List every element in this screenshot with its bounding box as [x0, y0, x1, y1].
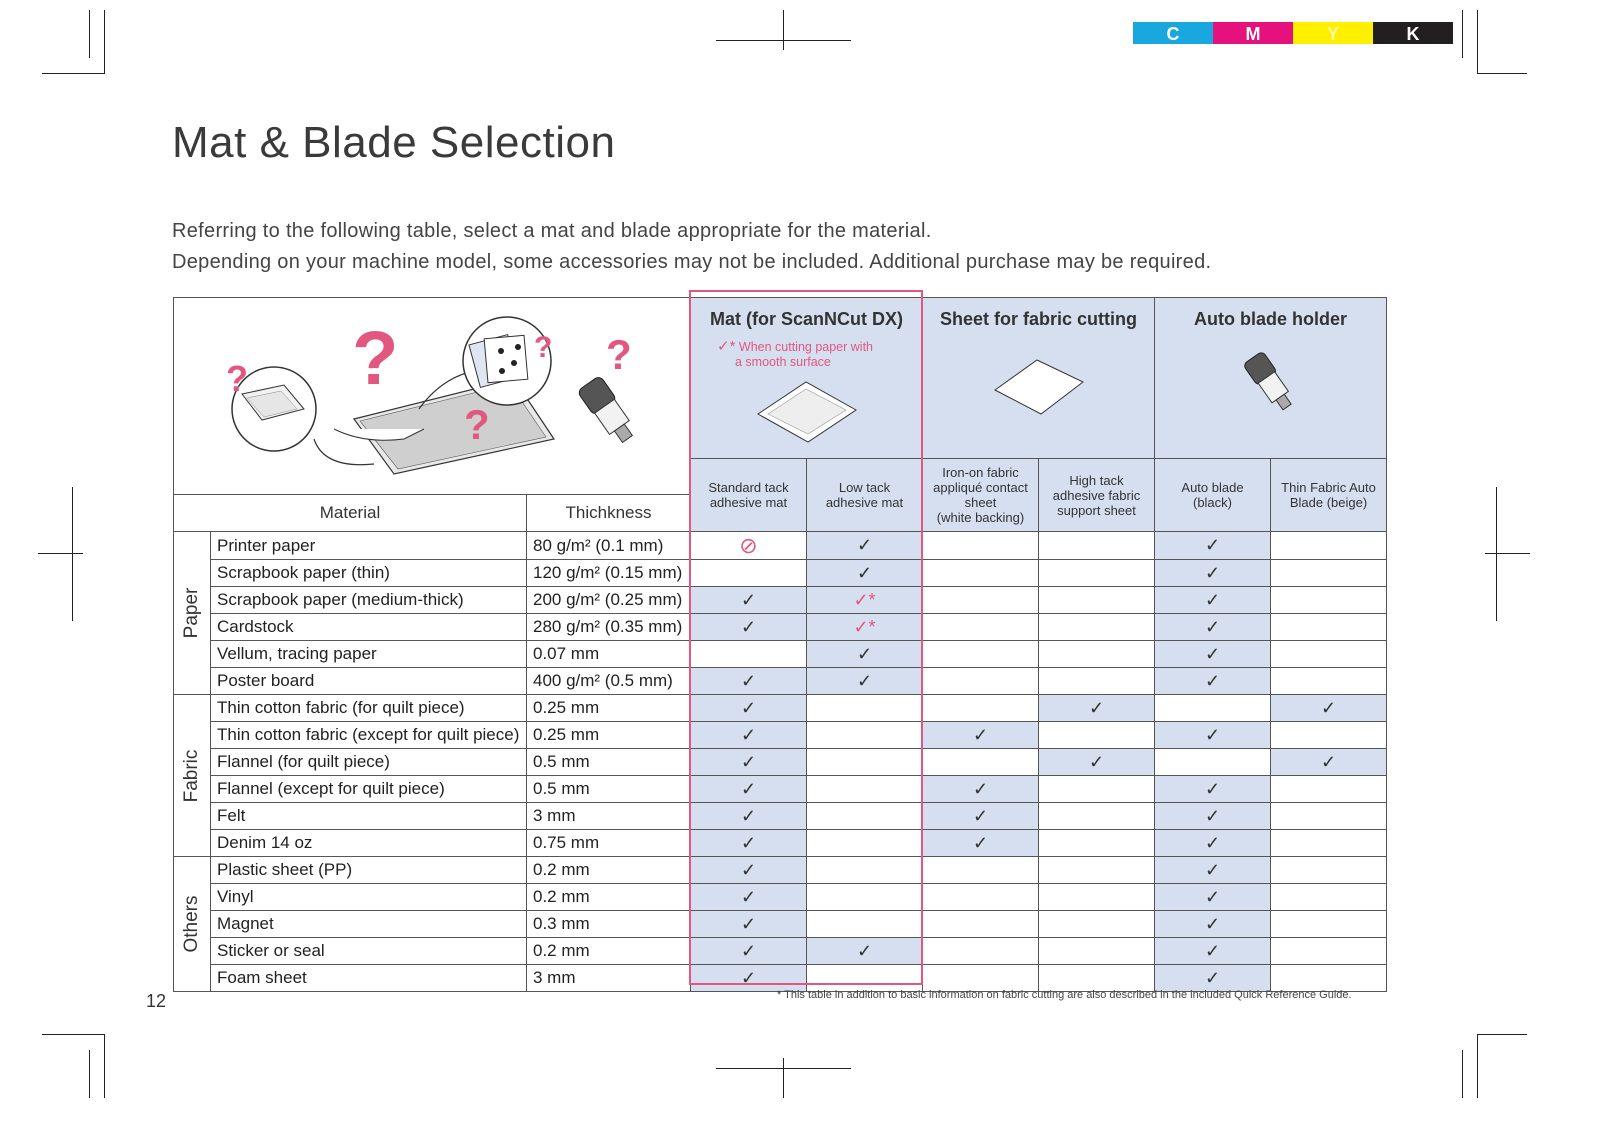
- check-icon: ✓: [691, 722, 807, 749]
- cmyk-swatch-m: M: [1213, 22, 1293, 44]
- check-icon: ✓: [691, 830, 807, 857]
- check-icon: ✓: [1039, 749, 1155, 776]
- material-thickness: 0.2 mm: [527, 884, 691, 911]
- check-icon: ✓: [691, 965, 807, 992]
- subheader-iron-on-sheet: Iron-on fabric appliqué contact sheet (white backing): [923, 459, 1039, 532]
- table-row: [174, 695, 1387, 722]
- empty-cell: [691, 560, 807, 587]
- table-row: [174, 857, 1387, 884]
- empty-cell: [1039, 776, 1155, 803]
- check-icon: ✓: [1039, 695, 1155, 722]
- illustration-cell: [174, 298, 691, 495]
- check-icon: ✓: [1155, 884, 1271, 911]
- check-icon: ✓: [923, 830, 1039, 857]
- check-icon: ✓: [1155, 911, 1271, 938]
- intro-line-1: Referring to the following table, select a mat and blade appropriate for the material.: [172, 220, 932, 242]
- mat-note-line-2: a smooth surface: [735, 355, 831, 369]
- empty-cell: [1039, 857, 1155, 884]
- material-thickness: 0.25 mm: [527, 695, 691, 722]
- page-number: 12: [146, 991, 167, 1011]
- table-row: [174, 965, 1387, 992]
- material-name: Sticker or seal: [211, 938, 527, 965]
- empty-cell: [1271, 911, 1387, 938]
- material-thickness: 0.2 mm: [527, 938, 691, 965]
- check-icon: ✓: [1155, 722, 1271, 749]
- check-icon: ✓: [1271, 749, 1387, 776]
- mat-header-title: Mat (for ScanNCut DX): [710, 309, 903, 329]
- materials-illustration: [174, 299, 690, 489]
- check-icon: ✓: [807, 560, 923, 587]
- empty-cell: [807, 722, 923, 749]
- material-thickness: 120 g/m² (0.15 mm): [527, 560, 691, 587]
- check-icon: ✓: [691, 884, 807, 911]
- subheader-auto-blade: Auto blade (black): [1155, 459, 1271, 532]
- empty-cell: [1271, 614, 1387, 641]
- subheader-standard-mat: Standard tack adhesive mat: [691, 459, 807, 532]
- empty-cell: [807, 695, 923, 722]
- material-thickness: 3 mm: [527, 965, 691, 992]
- empty-cell: [1039, 830, 1155, 857]
- table-row: [174, 803, 1387, 830]
- table-row: [174, 938, 1387, 965]
- empty-cell: [1039, 884, 1155, 911]
- material-thickness: 0.75 mm: [527, 830, 691, 857]
- empty-cell: [1271, 641, 1387, 668]
- empty-cell: [923, 614, 1039, 641]
- sheet-icon: [989, 356, 1089, 426]
- svg-text:?: ?: [534, 330, 553, 364]
- blade-holder-icon: [1231, 344, 1311, 424]
- empty-cell: [1155, 749, 1271, 776]
- empty-cell: [807, 911, 923, 938]
- check-icon: ✓: [691, 938, 807, 965]
- check-icon: ✓: [807, 641, 923, 668]
- check-icon: ✓: [691, 776, 807, 803]
- check-icon: ✓: [1155, 587, 1271, 614]
- empty-cell: [923, 641, 1039, 668]
- check-icon: ✓: [1155, 938, 1271, 965]
- mat-header-note: [691, 339, 922, 370]
- material-name: Foam sheet: [211, 965, 527, 992]
- material-name: Poster board: [211, 668, 527, 695]
- material-name: Thin cotton fabric (for quilt piece): [211, 695, 527, 722]
- empty-cell: [923, 668, 1039, 695]
- cmyk-swatch-k: K: [1373, 22, 1453, 44]
- prohibited-icon: ⊘: [691, 532, 807, 560]
- sheet-header-title: Sheet for fabric cutting: [939, 309, 1137, 329]
- empty-cell: [923, 749, 1039, 776]
- check-icon: ✓: [691, 587, 807, 614]
- check-icon: ✓: [1155, 776, 1271, 803]
- table-row: [174, 560, 1387, 587]
- table-row: [174, 749, 1387, 776]
- empty-cell: [1039, 641, 1155, 668]
- table-row: [174, 722, 1387, 749]
- subheader-low-tack-mat: Low tack adhesive mat: [807, 459, 923, 532]
- blade-header: [1155, 298, 1387, 459]
- check-icon: ✓: [1155, 560, 1271, 587]
- empty-cell: [1271, 776, 1387, 803]
- empty-cell: [1039, 722, 1155, 749]
- mat-note-mark: ✓*: [717, 338, 736, 355]
- table-row: [174, 830, 1387, 857]
- check-icon: ✓: [1271, 695, 1387, 722]
- check-icon: ✓: [691, 857, 807, 884]
- cmyk-color-bar: [1133, 22, 1453, 44]
- check-icon: ✓: [691, 803, 807, 830]
- empty-cell: [923, 695, 1039, 722]
- material-thickness: 0.25 mm: [527, 722, 691, 749]
- check-star-icon: ✓*: [807, 614, 923, 641]
- material-name: Printer paper: [211, 532, 527, 560]
- empty-cell: [1271, 722, 1387, 749]
- empty-cell: [807, 965, 923, 992]
- material-name: Vinyl: [211, 884, 527, 911]
- material-name: Scrapbook paper (medium-thick): [211, 587, 527, 614]
- empty-cell: [1039, 911, 1155, 938]
- table-row: [174, 668, 1387, 695]
- empty-cell: [807, 830, 923, 857]
- material-name: Felt: [211, 803, 527, 830]
- table-row: [174, 587, 1387, 614]
- material-name: Plastic sheet (PP): [211, 857, 527, 884]
- check-icon: ✓: [1155, 830, 1271, 857]
- mat-icon: [752, 376, 862, 446]
- empty-cell: [1039, 532, 1155, 560]
- check-icon: ✓: [923, 803, 1039, 830]
- check-icon: ✓: [691, 695, 807, 722]
- table-row: [174, 641, 1387, 668]
- subheader-high-tack-sheet: High tack adhesive fabric support sheet: [1039, 459, 1155, 532]
- check-star-icon: ✓*: [807, 587, 923, 614]
- empty-cell: [923, 587, 1039, 614]
- mat-note-line-1: When cutting paper with: [738, 340, 873, 354]
- empty-cell: [1271, 884, 1387, 911]
- material-thickness: 0.5 mm: [527, 749, 691, 776]
- svg-text:?: ?: [464, 400, 490, 448]
- table-row: [174, 614, 1387, 641]
- page-title: Mat & Blade Selection: [172, 118, 616, 167]
- check-icon: ✓: [923, 776, 1039, 803]
- table-row: [174, 911, 1387, 938]
- subheader-thin-fabric-blade: Thin Fabric Auto Blade (beige): [1271, 459, 1387, 532]
- empty-cell: [1271, 830, 1387, 857]
- table-row: [174, 532, 1387, 560]
- empty-cell: [1271, 857, 1387, 884]
- empty-cell: [1039, 965, 1155, 992]
- material-name: Scrapbook paper (thin): [211, 560, 527, 587]
- empty-cell: [923, 532, 1039, 560]
- empty-cell: [807, 857, 923, 884]
- cmyk-swatch-c: C: [1133, 22, 1213, 44]
- check-icon: ✓: [691, 911, 807, 938]
- empty-cell: [1039, 587, 1155, 614]
- table-row: [174, 884, 1387, 911]
- check-icon: ✓: [1155, 803, 1271, 830]
- blade-header-title: Auto blade holder: [1194, 309, 1347, 329]
- empty-cell: [923, 560, 1039, 587]
- empty-cell: [1271, 668, 1387, 695]
- empty-cell: [923, 965, 1039, 992]
- material-thickness: 0.07 mm: [527, 641, 691, 668]
- material-thickness: 3 mm: [527, 803, 691, 830]
- empty-cell: [1039, 938, 1155, 965]
- check-icon: ✓: [691, 614, 807, 641]
- mat-header: [691, 298, 923, 459]
- material-name: Magnet: [211, 911, 527, 938]
- column-header-material: Material: [174, 495, 527, 532]
- check-icon: ✓: [1155, 668, 1271, 695]
- material-thickness: 80 g/m² (0.1 mm): [527, 532, 691, 560]
- check-icon: ✓: [1155, 641, 1271, 668]
- intro-line-2: Depending on your machine model, some accessories may not be included. Additional purchase may be required.: [172, 251, 1212, 273]
- empty-cell: [807, 776, 923, 803]
- footnote: * This table in addition to basic information on fabric cutting are also described in the included Quick Reference Guide.: [777, 989, 1352, 1001]
- material-thickness: 280 g/m² (0.35 mm): [527, 614, 691, 641]
- empty-cell: [1039, 668, 1155, 695]
- column-header-thickness: Thichkness: [527, 495, 691, 532]
- empty-cell: [1039, 614, 1155, 641]
- empty-cell: [807, 803, 923, 830]
- check-icon: ✓: [1155, 614, 1271, 641]
- material-thickness: 0.5 mm: [527, 776, 691, 803]
- empty-cell: [923, 911, 1039, 938]
- empty-cell: [1039, 560, 1155, 587]
- check-icon: ✓: [807, 938, 923, 965]
- empty-cell: [1155, 695, 1271, 722]
- svg-text:?: ?: [226, 357, 248, 399]
- check-icon: ✓: [1155, 965, 1271, 992]
- material-thickness: 0.3 mm: [527, 911, 691, 938]
- svg-text:?: ?: [352, 315, 399, 401]
- empty-cell: [1271, 532, 1387, 560]
- table-row: [174, 776, 1387, 803]
- check-icon: ✓: [807, 532, 923, 560]
- empty-cell: [1039, 803, 1155, 830]
- check-icon: ✓: [807, 668, 923, 695]
- empty-cell: [1271, 560, 1387, 587]
- mat-blade-table: [173, 297, 1387, 992]
- material-thickness: 400 g/m² (0.5 mm): [527, 668, 691, 695]
- empty-cell: [1271, 803, 1387, 830]
- sheet-header: [923, 298, 1155, 459]
- material-name: Denim 14 oz: [211, 830, 527, 857]
- check-icon: ✓: [1155, 532, 1271, 560]
- material-thickness: 0.2 mm: [527, 857, 691, 884]
- check-icon: ✓: [691, 668, 807, 695]
- group-label-paper: Paper: [174, 532, 211, 695]
- svg-text:?: ?: [606, 330, 632, 378]
- intro-text: [172, 216, 1211, 278]
- empty-cell: [923, 884, 1039, 911]
- empty-cell: [1271, 587, 1387, 614]
- check-icon: ✓: [923, 722, 1039, 749]
- empty-cell: [691, 641, 807, 668]
- empty-cell: [807, 884, 923, 911]
- empty-cell: [923, 857, 1039, 884]
- material-name: Flannel (for quilt piece): [211, 749, 527, 776]
- check-icon: ✓: [691, 749, 807, 776]
- group-label-others: Others: [174, 857, 211, 992]
- material-thickness: 200 g/m² (0.25 mm): [527, 587, 691, 614]
- cmyk-swatch-y: Y: [1293, 22, 1373, 44]
- empty-cell: [1271, 938, 1387, 965]
- check-icon: ✓: [1155, 857, 1271, 884]
- material-name: Flannel (except for quilt piece): [211, 776, 527, 803]
- empty-cell: [923, 938, 1039, 965]
- material-name: Cardstock: [211, 614, 527, 641]
- material-name: Vellum, tracing paper: [211, 641, 527, 668]
- material-name: Thin cotton fabric (except for quilt piece): [211, 722, 527, 749]
- group-label-fabric: Fabric: [174, 695, 211, 857]
- empty-cell: [1271, 965, 1387, 992]
- empty-cell: [807, 749, 923, 776]
